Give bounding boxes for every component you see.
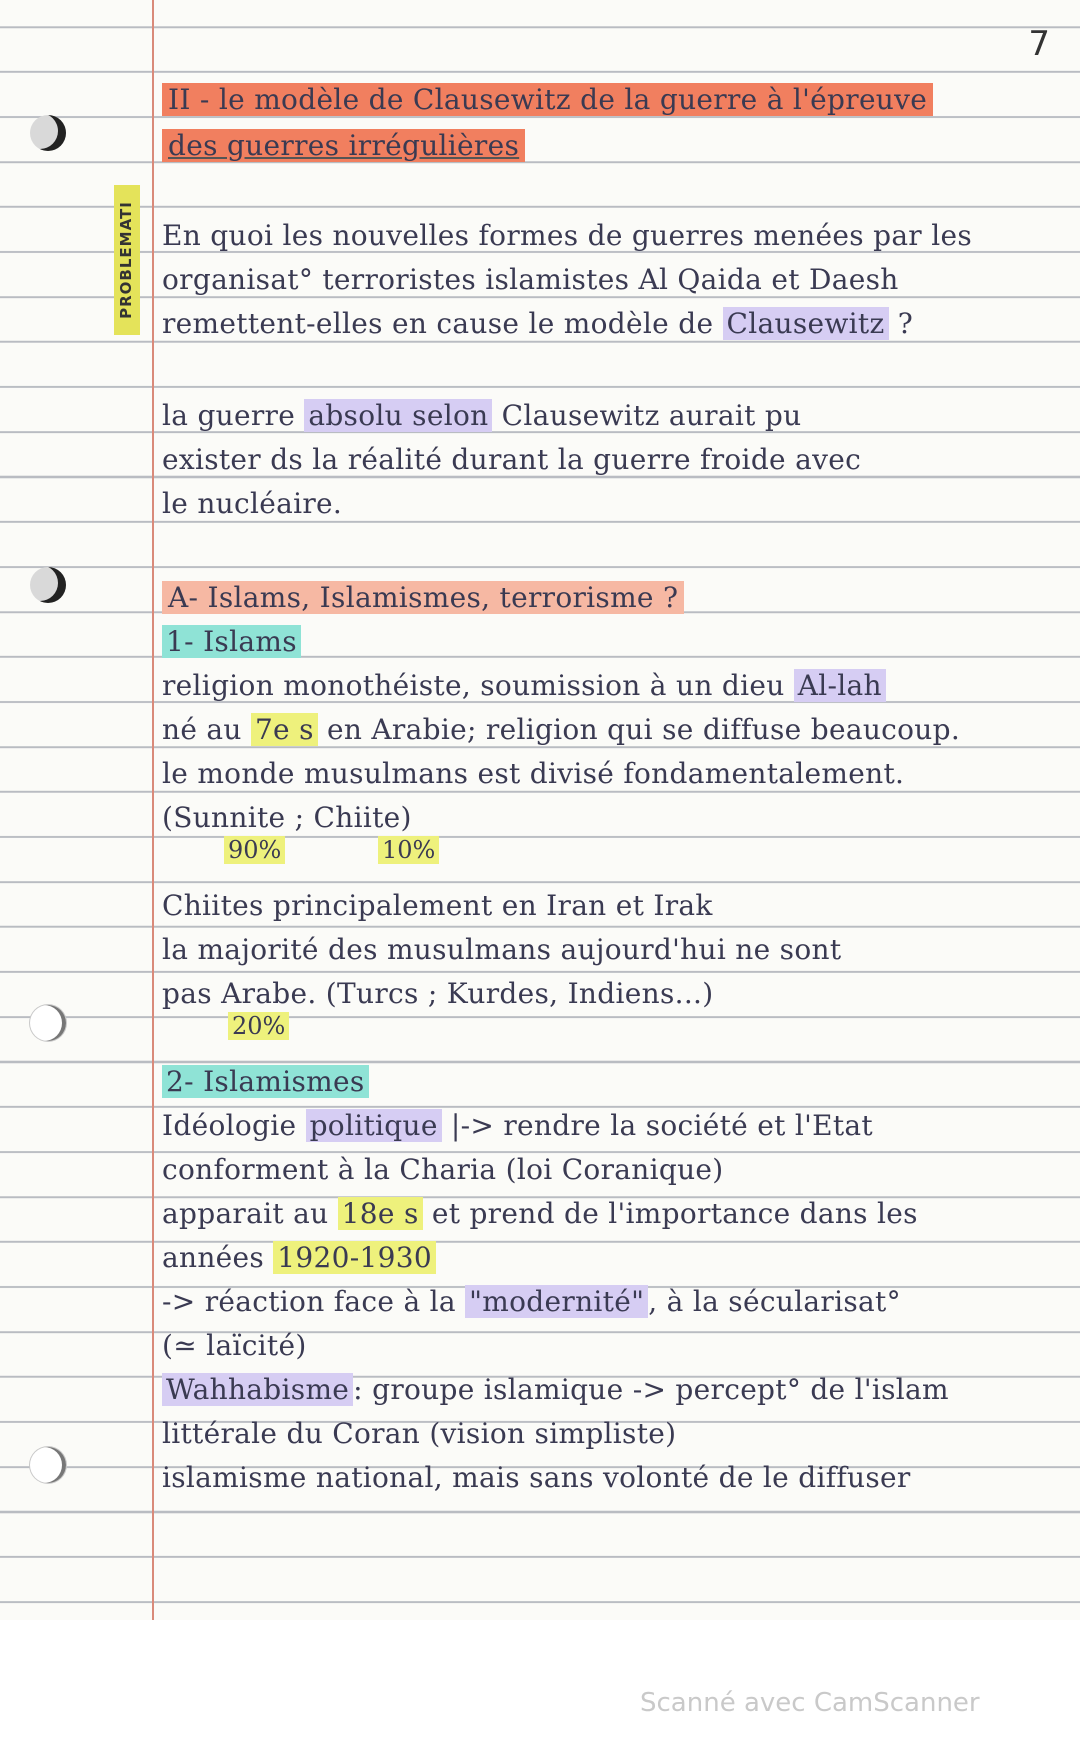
subsection-1-heading: [162, 620, 301, 664]
islamisme-line: [162, 1280, 901, 1324]
islam-line: [162, 708, 960, 752]
islam-text: en Arabie; religion qui se diffuse beaucoup.: [327, 713, 961, 746]
problematique-line-last: [162, 302, 913, 346]
islamisme-line: [162, 1104, 873, 1148]
islam-highlight: Al-lah: [794, 669, 886, 702]
subsection-2-heading: [162, 1060, 369, 1104]
page-number: 7: [1028, 24, 1050, 64]
problematique-highlight: Clausewitz: [723, 307, 889, 340]
islam-text: né au: [162, 713, 242, 746]
islamisme-text: et prend de l'importance dans les: [431, 1197, 918, 1230]
islamisme-text: années: [162, 1241, 265, 1274]
islamisme-highlight: 18e s: [338, 1197, 423, 1230]
islamisme-text: -> réaction face à la: [162, 1285, 456, 1318]
islamisme-line: [162, 1192, 918, 1236]
problematique-line: En quoi les nouvelles formes de guerres menées par les: [162, 219, 972, 252]
section-title: [162, 78, 933, 122]
wahhabisme-line: [162, 1368, 949, 1412]
islamisme-text: Idéologie: [162, 1109, 297, 1142]
chiites-line: Chiites principalement en Iran et Irak: [162, 889, 713, 922]
islam-text: religion monothéiste, soumission à un dieu: [162, 669, 785, 702]
intro-text: la guerre: [162, 399, 296, 432]
islamisme-highlight: politique: [306, 1109, 442, 1142]
sunnite-percent: 90%: [224, 836, 285, 864]
islamisme-text: apparait au: [162, 1197, 329, 1230]
islamisme-line: conforment à la Charia (loi Coranique): [162, 1153, 724, 1186]
wahhabisme-text: : groupe islamique -> percept° de l'islam: [353, 1373, 949, 1406]
problematique-end: ?: [897, 307, 914, 340]
intro-line: [162, 394, 801, 438]
chiite-percent: 10%: [378, 836, 439, 864]
islamisme-text: |-> rendre la société et l'Etat: [450, 1109, 873, 1142]
subsection-2-title: 2- Islamismes: [162, 1065, 369, 1098]
turcs-percent: 20%: [228, 1012, 289, 1040]
section-a-heading: [162, 576, 684, 620]
islam-line: le monde musulmans est divisé fondamentalement.: [162, 757, 905, 790]
intro-text: Clausewitz aurait pu: [501, 399, 802, 432]
section-title-cont: [162, 124, 525, 168]
islamisme-highlight: 1920-1930: [273, 1241, 436, 1274]
problematique-line: organisat° terroristes islamistes Al Qaida et Daesh: [162, 263, 899, 296]
scanner-watermark: Scanné avec CamScanner: [640, 1688, 980, 1718]
islam-highlight: 7e s: [251, 713, 318, 746]
wahhabisme-highlight: Wahhabisme: [162, 1373, 353, 1406]
islamisme-line: (≃ laïcité): [162, 1329, 307, 1362]
wahhabisme-line: islamisme national, mais sans volonté de le diffuser: [162, 1461, 911, 1494]
islam-line: [162, 664, 886, 708]
section-a-title: A- Islams, Islamismes, terrorisme ?: [162, 581, 684, 614]
islamisme-text: , à la sécularisat°: [648, 1285, 901, 1318]
problematique-text: remettent-elles en cause le modèle de: [162, 307, 714, 340]
islamisme-line: [162, 1236, 436, 1280]
title-line-2: des guerres irrégulières: [162, 129, 525, 162]
chiites-line: pas Arabe. (Turcs ; Kurdes, Indiens...): [162, 977, 714, 1010]
intro-line: le nucléaire.: [162, 487, 343, 520]
binder-hole-icon: [30, 115, 66, 151]
binder-hole-icon: [30, 1005, 66, 1041]
margin-line: [152, 0, 154, 1620]
title-line-1: II - le modèle de Clausewitz de la guerre à l'épreuve: [162, 83, 933, 116]
chiites-line: la majorité des musulmans aujourd'hui ne sont: [162, 933, 842, 966]
binder-hole-icon: [30, 567, 66, 603]
intro-line: exister ds la réalité durant la guerre froide avec: [162, 443, 862, 476]
binder-hole-icon: [30, 1447, 66, 1483]
intro-highlight: absolu selon: [304, 399, 492, 432]
wahhabisme-line: littérale du Coran (vision simpliste): [162, 1417, 677, 1450]
islam-line: (Sunnite ; Chiite): [162, 801, 412, 834]
islamisme-highlight: "modernité": [465, 1285, 648, 1318]
subsection-1-title: 1- Islams: [162, 625, 301, 658]
margin-label: PROBLEMATI: [114, 185, 140, 335]
